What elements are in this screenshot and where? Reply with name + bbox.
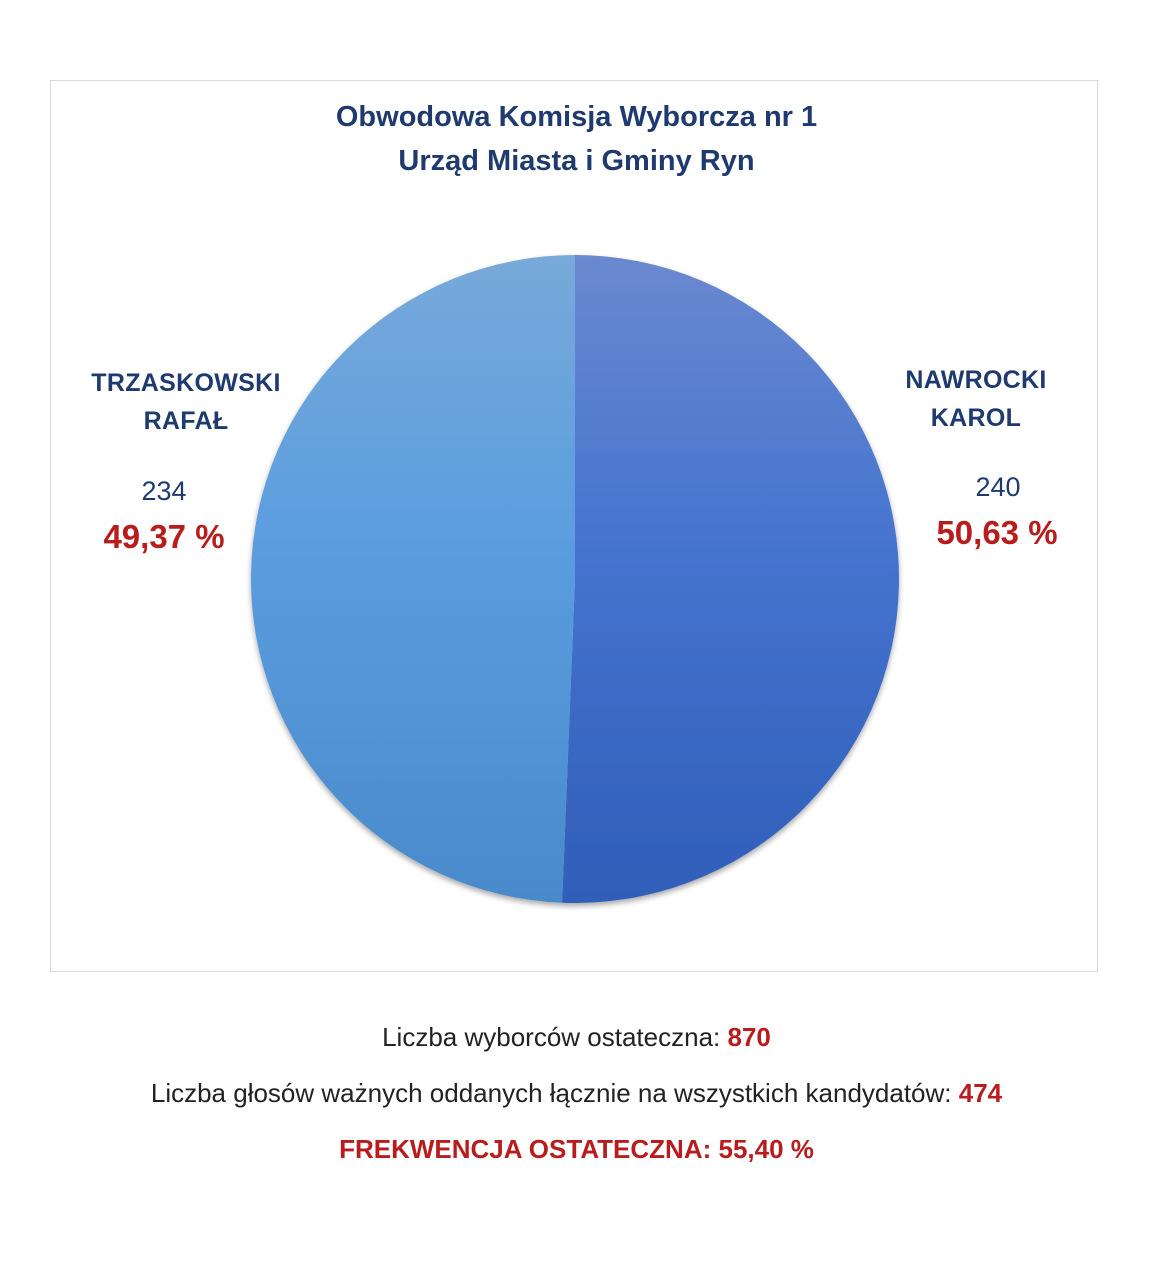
pie-slice-nawrocki bbox=[562, 255, 899, 903]
voters-stat bbox=[0, 1022, 1153, 1053]
trzaskowski-firstname: RAFAŁ bbox=[143, 407, 229, 435]
trzaskowski-percent: 49,37 % bbox=[103, 518, 225, 555]
trzaskowski-surname: TRZASKOWSKI bbox=[91, 369, 281, 397]
turnout-stat: FREKWENCJA OSTATECZNA: 55,40 % bbox=[339, 1134, 814, 1164]
valid-votes-label: Liczba głosów ważnych oddanych łącznie na wszystkich kandydatów: bbox=[150, 1078, 952, 1108]
chart-title-line-1: Obwodowa Komisja Wyborcza nr 1 bbox=[335, 101, 818, 133]
nawrocki-label bbox=[876, 361, 1076, 437]
chart-title-line-2: Urząd Miasta i Gminy Ryn bbox=[398, 145, 755, 177]
voters-label: Liczba wyborców ostateczna: bbox=[382, 1022, 721, 1052]
nawrocki-percent: 50,63 % bbox=[936, 514, 1058, 551]
trzaskowski-label bbox=[66, 364, 306, 440]
pie-slice-trzaskowski bbox=[251, 255, 575, 903]
valid-votes-value: 474 bbox=[958, 1078, 1003, 1108]
nawrocki-surname: NAWROCKI bbox=[905, 366, 1047, 394]
nawrocki-votes: 240 bbox=[975, 472, 1021, 502]
valid-votes-stat bbox=[0, 1078, 1153, 1109]
voters-value: 870 bbox=[727, 1022, 771, 1052]
trzaskowski-votes: 234 bbox=[141, 476, 187, 506]
nawrocki-firstname: KAROL bbox=[930, 404, 1022, 432]
